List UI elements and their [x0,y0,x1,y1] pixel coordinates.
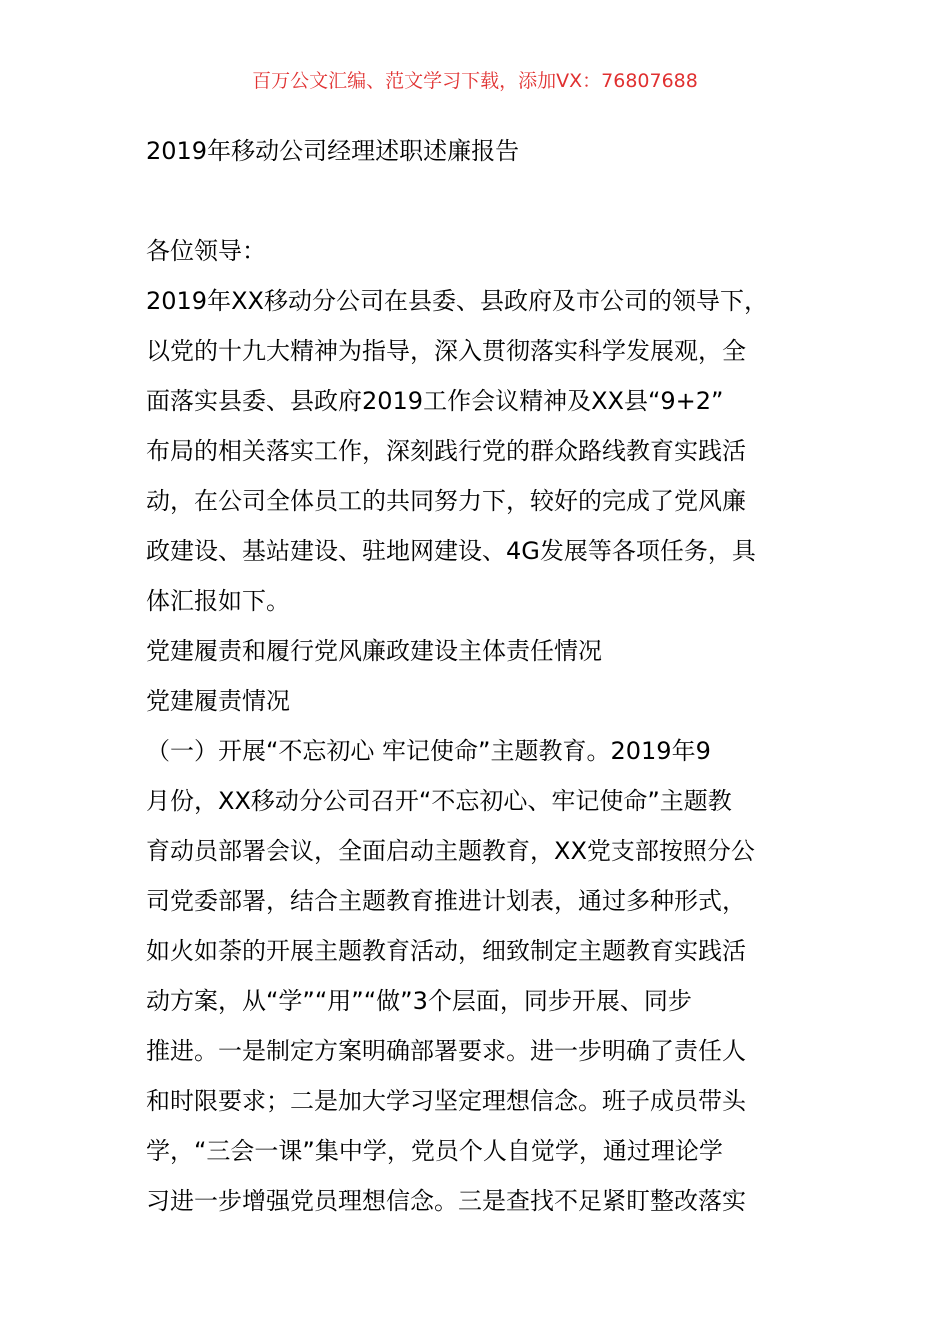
body-line: 如火如荼的开展主题教育活动，细致制定主题教育实践活 [146,937,746,965]
body-line: 2019年XX移动分公司在县委、县政府及市公司的领导下， [146,287,768,315]
body-line: 育动员部署会议，全面启动主题教育，XX党支部按照分公 [146,837,755,865]
document-body [146,233,836,1233]
body-line: 司党委部署，结合主题教育推进计划表，通过多种形式， [146,887,746,915]
document-title: 2019年移动公司经理述职述廉报告 [146,137,520,165]
body-line: 推进。一是制定方案明确部署要求。进一步明确了责任人 [146,1037,746,1065]
subsection-heading: 党建履责情况 [146,687,290,715]
body-line: 学，“三会一课”集中学，党员个人自觉学，通过理论学 [146,1137,723,1165]
body-line: 体汇报如下。 [146,587,290,615]
body-line: 布局的相关落实工作，深刻践行党的群众路线教育实践活 [146,437,746,465]
body-line: 动，在公司全体员工的共同努力下，较好的完成了党风廉 [146,487,746,515]
body-line: 月份，XX移动分公司召开“不忘初心、牢记使命”主题教 [146,787,732,815]
body-line: 动方案，从“学”“用”“做”3个层面，同步开展、同步 [146,987,692,1015]
body-line: 以党的十九大精神为指导，深入贯彻落实科学发展观，全 [146,337,746,365]
body-line: 习进一步增强党员理想信念。三是查找不足紧盯整改落实 [146,1187,746,1215]
body-line: 面落实县委、县政府2019工作会议精神及XX县“9+2” [146,387,724,415]
watermark-header: 百万公文汇编、范文学习下载，添加VX：76807688 [252,70,698,92]
salutation-line: 各位领导： [146,237,266,265]
body-line: （一）开展“不忘初心 牢记使命”主题教育。2019年9 [146,737,711,765]
body-line: 和时限要求；二是加大学习坚定理想信念。班子成员带头 [146,1087,746,1115]
body-line: 政建设、基站建设、驻地网建设、4G发展等各项任务，具 [146,537,756,565]
section-heading: 党建履责和履行党风廉政建设主体责任情况 [146,637,602,665]
